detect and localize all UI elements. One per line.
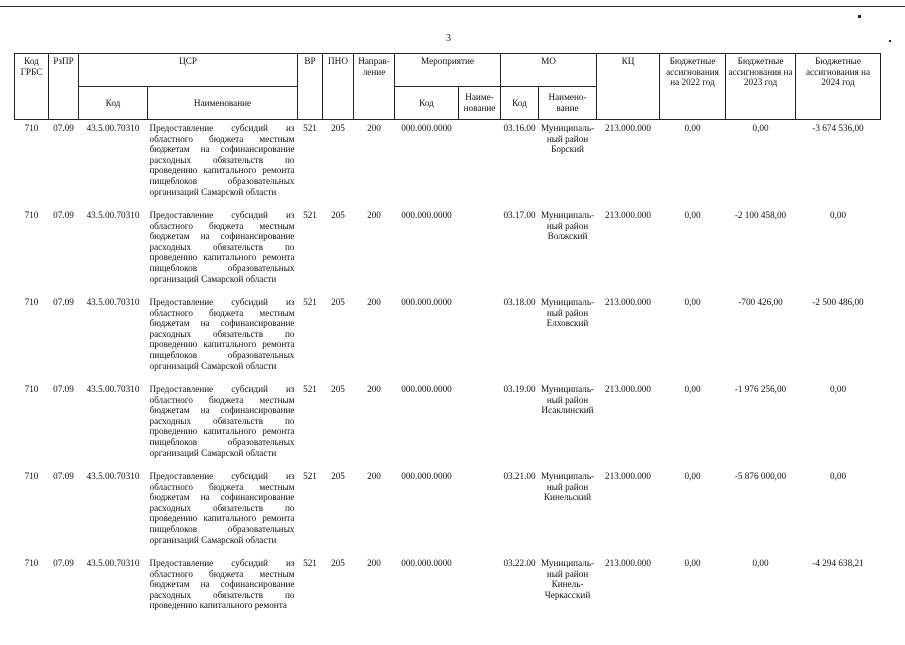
cell-csr-name: Предоставление субсидий из областного бюджета местным бюджетам на софинансирование расходных обязательств по проведению капитального ремонта пищеблоков образовательных организаций Самарской области [148,120,298,211]
cell-mo-name: Муниципаль- ный район Исаклинский [539,384,597,471]
cell-vr: 521 [298,558,323,645]
cell-csr-kod: 43.5.00.70310 [79,558,148,645]
cell-pno: 205 [323,558,354,645]
cell-mo-kod: 03.17.00 [501,210,539,297]
cell-csr-name: Предоставление субсидий из областного бюджета местным бюджетам на софинансирование расходных обязательств по проведению капитального ремонта пищеблоков образовательных организаций Самарской области [148,471,298,558]
cell-budget-2023: 0,00 [726,120,796,211]
table-row [15,558,881,645]
cell-mo-kod: 03.22.00 [501,558,539,645]
header-csr-name: Наименование [148,87,298,120]
cell-grbs: 710 [15,558,49,645]
header-csr: ЦСР [79,54,298,87]
cell-mer-kod: 000.000.0000 [395,210,459,297]
cell-csr-kod: 43.5.00.70310 [79,120,148,211]
cell-mo-name: Муниципаль- ный район Кинельский [539,471,597,558]
header-mer-name: Наиме- нование [459,87,501,120]
cell-csr-name: Предоставление субсидий из областного бюджета местным бюджетам на софинансирование расходных обязательств по проведению капитального ремонта пищеблоков образовательных организаций Самарской области [148,210,298,297]
cell-budget-2022: 0,00 [660,471,726,558]
cell-budget-2022: 0,00 [660,120,726,211]
cell-napravlenie: 200 [354,558,395,645]
cell-pno: 205 [323,471,354,558]
scan-speck [889,40,891,42]
cell-mo-kod: 03.18.00 [501,297,539,384]
cell-budget-2024: -2 500 486,00 [796,297,881,384]
cell-csr-name: Предоставление субсидий из областного бюджета местным бюджетам на софинансирование расходных обязательств по проведению капитального ремонта пищеблоков образовательных организаций Самарской области [148,384,298,471]
cell-mer-kod: 000.000.0000 [395,384,459,471]
header-napravlenie: Направ- ление [354,54,395,120]
header-rzpr: РзПР [49,54,79,120]
cell-grbs: 710 [15,120,49,211]
cell-grbs: 710 [15,384,49,471]
header-kc: КЦ [597,54,660,120]
cell-kc: 213.000.000 [597,558,660,645]
cell-csr-kod: 43.5.00.70310 [79,471,148,558]
cell-budget-2023: -1 976 256,00 [726,384,796,471]
header-mo: МО [501,54,597,87]
header-budget-2024: Бюджетные ассигнования на 2024 год [796,54,881,120]
cell-mo-name: Муниципаль- ный район Волжский [539,210,597,297]
table-body [15,120,881,645]
cell-budget-2023: -2 100 458,00 [726,210,796,297]
cell-kc: 213.000.000 [597,384,660,471]
cell-kc: 213.000.000 [597,120,660,211]
cell-pno: 205 [323,297,354,384]
cell-kc: 213.000.000 [597,210,660,297]
cell-mer-kod: 000.000.0000 [395,471,459,558]
cell-mer-name [459,384,501,471]
cell-mer-name [459,558,501,645]
cell-vr: 521 [298,384,323,471]
cell-budget-2024: 0,00 [796,384,881,471]
cell-mer-kod: 000.000.0000 [395,120,459,211]
cell-vr: 521 [298,471,323,558]
cell-mer-kod: 000.000.0000 [395,558,459,645]
header-meropriyatie: Мероприятие [395,54,501,87]
cell-pno: 205 [323,384,354,471]
header-kod-grbs: Код ГРБС [15,54,49,120]
cell-rzpr: 07.09 [49,120,79,211]
cell-budget-2022: 0,00 [660,297,726,384]
cell-pno: 205 [323,120,354,211]
table-row [15,210,881,297]
cell-mer-kod: 000.000.0000 [395,297,459,384]
header-mo-name: Наимено- вание [539,87,597,120]
scan-speck [858,15,861,18]
cell-napravlenie: 200 [354,384,395,471]
cell-kc: 213.000.000 [597,297,660,384]
cell-rzpr: 07.09 [49,297,79,384]
header-budget-2022: Бюджетные ассигнования на 2022 год [660,54,726,120]
cell-grbs: 710 [15,297,49,384]
header-mer-kod: Код [395,87,459,120]
header-budget-2023: Бюджетные ассигнования на 2023 год [726,54,796,120]
cell-mer-name [459,471,501,558]
cell-napravlenie: 200 [354,120,395,211]
table-row [15,384,881,471]
cell-napravlenie: 200 [354,297,395,384]
cell-vr: 521 [298,210,323,297]
cell-mo-name: Муниципаль- ный район Елховский [539,297,597,384]
header-pno: ПНО [323,54,354,120]
table-header [15,54,881,120]
budget-table [14,53,881,645]
cell-csr-name: Предоставление субсидий из областного бюджета местным бюджетам на софинансирование расходных обязательств по проведению капитального ремонта пищеблоков образовательных организаций Самарской области [148,297,298,384]
cell-mo-kod: 03.21.00 [501,471,539,558]
cell-csr-kod: 43.5.00.70310 [79,384,148,471]
cell-mer-name [459,297,501,384]
cell-grbs: 710 [15,471,49,558]
table-row [15,120,881,211]
cell-rzpr: 07.09 [49,384,79,471]
cell-napravlenie: 200 [354,471,395,558]
table-row [15,297,881,384]
page-number: 3 [446,33,451,44]
cell-budget-2024: -4 294 638,21 [796,558,881,645]
cell-grbs: 710 [15,210,49,297]
cell-budget-2022: 0,00 [660,384,726,471]
cell-budget-2023: -5 876 000,00 [726,471,796,558]
top-rule [0,6,905,7]
cell-rzpr: 07.09 [49,210,79,297]
header-csr-kod: Код [79,87,148,120]
cell-mo-kod: 03.19.00 [501,384,539,471]
cell-pno: 205 [323,210,354,297]
cell-csr-kod: 43.5.00.70310 [79,210,148,297]
cell-budget-2023: -700 426,00 [726,297,796,384]
cell-budget-2022: 0,00 [660,210,726,297]
cell-rzpr: 07.09 [49,558,79,645]
cell-budget-2024: -3 674 536,00 [796,120,881,211]
cell-budget-2024: 0,00 [796,471,881,558]
cell-napravlenie: 200 [354,210,395,297]
cell-budget-2024: 0,00 [796,210,881,297]
header-mo-kod: Код [501,87,539,120]
cell-budget-2022: 0,00 [660,558,726,645]
cell-vr: 521 [298,297,323,384]
cell-mo-name: Муниципаль- ный район Борский [539,120,597,211]
cell-csr-kod: 43.5.00.70310 [79,297,148,384]
cell-mo-name: Муниципаль- ный район Кинель- Черкасский [539,558,597,645]
cell-mer-name [459,210,501,297]
table-row [15,471,881,558]
cell-mer-name [459,120,501,211]
cell-mo-kod: 03.16.00 [501,120,539,211]
cell-rzpr: 07.09 [49,471,79,558]
cell-budget-2023: 0,00 [726,558,796,645]
cell-csr-name: Предоставление субсидий из областного бюджета местным бюджетам на софинансирование расходных обязательств по проведению капитального ремонта [148,558,298,645]
cell-vr: 521 [298,120,323,211]
header-vr: ВР [298,54,323,120]
cell-kc: 213.000.000 [597,471,660,558]
